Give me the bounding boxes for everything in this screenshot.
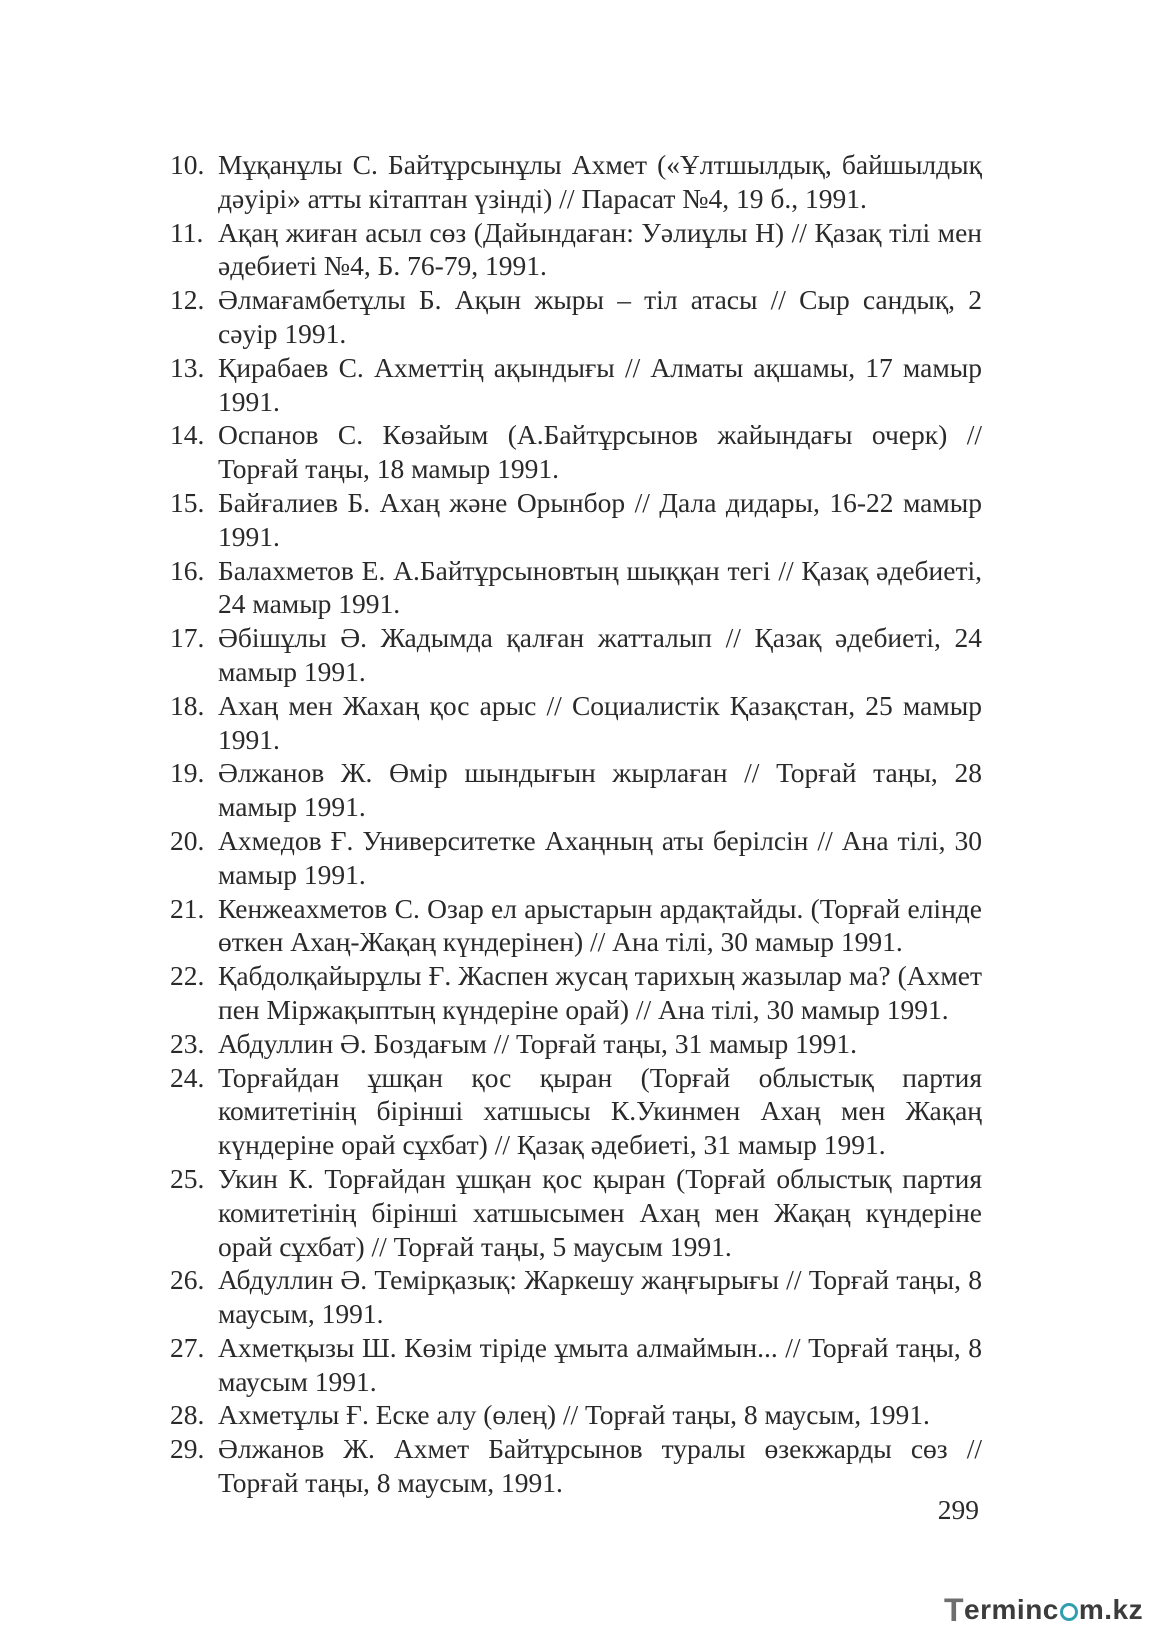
entry-text: Қирабаев С. Ахметтің ақындығы // Алматы ақшамы, 17 мамыр 1991.	[218, 351, 982, 417]
entry-number: 16.	[170, 554, 205, 586]
bibliography-entry	[170, 1432, 982, 1500]
entry-text: Абдуллин Ә. Боздағым // Торғай таңы, 31 мамыр 1991.	[218, 1027, 857, 1059]
entry-number: 29.	[170, 1433, 205, 1465]
entry-number: 12.	[170, 284, 205, 316]
entry-text: Әлжанов Ж. Өмір шындығын жырлаған // Торғай таңы, 28 мамыр 1991.	[218, 757, 982, 823]
entry-number: 17.	[170, 622, 205, 654]
entry-number: 20.	[170, 824, 205, 856]
entry-text: Әбішұлы Ә. Жадымда қалған жатталып // Қазақ әдебиеті, 24 мамыр 1991.	[218, 622, 982, 687]
bibliography-entry	[170, 959, 982, 1027]
entry-text: Абдуллин Ә. Темірқазық: Жаркешу жаңғырығы // Торғай таңы, 8 маусым, 1991.	[218, 1264, 982, 1330]
bibliography-entry	[170, 283, 982, 351]
entry-text: Торғайдан ұшқан қос қыран (Торғай облыстық партия комитетінің бірінші хатшысы К.Укинмен Ахаң мен Жақаң күндеріне орай сұхбат) // Қазақ әдебиеті, 31 мамыр 1991.	[218, 1061, 982, 1161]
entry-text: Ахметқызы Ш. Көзім тіріде ұмыта алмаймын... // Торғай таңы, 8 маусым 1991.	[218, 1331, 982, 1397]
bibliography-entry	[170, 1398, 982, 1432]
bibliography-entry	[170, 824, 982, 892]
entry-number: 27.	[170, 1331, 205, 1363]
entry-number: 18.	[170, 689, 205, 721]
bibliography-entry	[170, 148, 982, 216]
entry-number: 14.	[170, 419, 205, 451]
logo-letter-t: T	[944, 1591, 965, 1628]
entry-text: Кенжеахметов С. Озар ел арыстарын ардақтайды. (Торғай елінде өткен Ахаң-Жақаң күндерінен) // Ана тілі, 30 мамыр 1991.	[218, 892, 982, 958]
entry-text: Қабдолқайырұлы Ғ. Жаспен жусаң тарихың жазылар ма? (Ахмет пен Міржақыптың күндеріне орай) // Ана тілі, 30 мамыр 1991.	[218, 960, 982, 1025]
bibliography-entry	[170, 689, 982, 757]
bibliography-entry	[170, 351, 982, 419]
entry-number: 26.	[170, 1264, 205, 1296]
entry-number: 22.	[170, 960, 205, 992]
entry-number: 15.	[170, 486, 205, 518]
bibliography-entry	[170, 1162, 982, 1263]
logo-o-ring-icon	[1060, 1603, 1078, 1621]
entry-text: Балахметов Е. А.Байтұрсыновтың шыққан тегі // Қазақ әдебиеті, 24 мамыр 1991.	[218, 554, 982, 620]
entry-number: 21.	[170, 892, 205, 924]
entry-text: Әлжанов Ж. Ахмет Байтұрсынов туралы өзекжарды сөз // Торғай таңы, 8 маусым, 1991.	[218, 1433, 982, 1499]
bibliography-list	[170, 148, 982, 1500]
entry-number: 10.	[170, 149, 205, 180]
entry-text: Мұқанұлы С. Байтұрсынұлы Ахмет («Ұлтшылдық, байшылдық дәуірі» атты кітаптан үзінді) // Парасат №4, 19 б., 1991.	[218, 149, 982, 214]
entry-text: Оспанов С. Көзайым (А.Байтұрсынов жайындағы очерк) // Торғай таңы, 18 мамыр 1991.	[218, 419, 982, 485]
logo-text-domain: m.kz	[1078, 1594, 1144, 1625]
page-number: 299	[937, 1494, 979, 1525]
entry-number: 11.	[170, 216, 204, 248]
entry-number: 19.	[170, 757, 205, 789]
entry-text: Байғалиев Б. Ахаң және Орынбор // Дала дидары, 16-22 мамыр 1991.	[218, 486, 982, 552]
termincom-logo	[944, 1592, 1143, 1628]
logo-text-main: erminc	[964, 1594, 1059, 1625]
bibliography-entry	[170, 486, 982, 554]
entry-number: 13.	[170, 351, 205, 383]
bibliography-entry	[170, 756, 982, 824]
bibliography-entry	[170, 892, 982, 960]
entry-number: 23.	[170, 1027, 205, 1059]
bibliography-entry	[170, 1331, 982, 1399]
bibliography-entry	[170, 418, 982, 486]
bibliography-entry	[170, 621, 982, 689]
bibliography-entry	[170, 1061, 982, 1162]
bibliography-entry	[170, 1263, 982, 1331]
entry-number: 28.	[170, 1399, 205, 1431]
entry-number: 24.	[170, 1061, 205, 1093]
bibliography-entry	[170, 554, 982, 622]
bibliography-entry	[170, 1027, 982, 1061]
entry-text: Ақаң жиған асыл сөз (Дайындаған: Уәлиұлы Н) // Қазақ тілі мен әдебиеті №4, Б. 76-79, 1991.	[218, 216, 982, 282]
bibliography-entry	[170, 216, 982, 284]
entry-text: Әлмағамбетұлы Б. Ақын жыры – тіл атасы // Сыр сандық, 2 сәуір 1991.	[218, 284, 982, 349]
entry-text: Ахмедов Ғ. Университетке Ахаңның аты берілсін // Ана тілі, 30 мамыр 1991.	[218, 824, 982, 890]
entry-number: 25.	[170, 1162, 205, 1194]
entry-text: Ахаң мен Жахаң қос арыс // Социалистік Қазақстан, 25 мамыр 1991.	[218, 689, 982, 755]
entry-text: Укин К. Торғайдан ұшқан қос қыран (Торғай облыстық партия комитетінің бірінші хатшысымен Ахаң мен Жақаң күндеріне орай сұхбат) // Торғай таңы, 5 маусым 1991.	[218, 1162, 982, 1262]
entry-text: Ахметұлы Ғ. Еске алу (өлең) // Торғай таңы, 8 маусым, 1991.	[218, 1399, 930, 1431]
